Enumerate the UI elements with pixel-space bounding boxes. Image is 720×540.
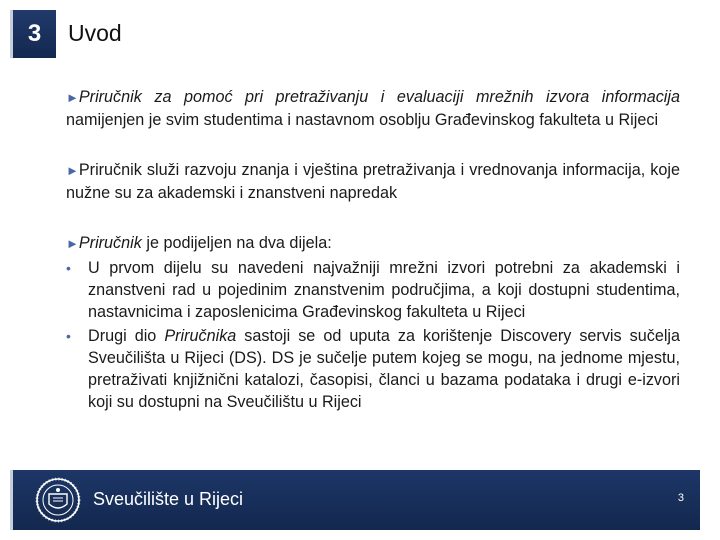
list-item-text-after: sastoji se od uputa za korištenje Discovery servis sučelja Sveučilišta u Rijeci (DS). DS je sučelje putem kojeg se mogu, na jednome mjestu, pretraživati knjižnični katalozi, časopisi, članci u bazama podataka i drugi e-izvori koji su dostupni na Sveučilištu u Rijeci <box>88 327 681 411</box>
intro-text: namijenjen je svim studentima i nastavnom osoblju Građevinskog fakulteta u Rijeci <box>66 111 659 129</box>
bullet-dot-icon: • <box>66 328 71 344</box>
list-item <box>66 325 680 413</box>
university-seal-icon <box>35 477 81 523</box>
university-name: Sveučilište u Rijeci <box>93 489 244 509</box>
list-item <box>66 257 680 323</box>
slide-number: 3 <box>27 20 42 47</box>
purpose-paragraph <box>66 159 680 204</box>
parts-list <box>66 257 680 413</box>
list-item-text: U prvom dijelu su navedeni najvažniji mrežni izvori potrebni za akademski i znanstveni rad u pojedinim znanstvenim područjima, a koji dostupni studentima, nastavnicima i zaposlenicima Građevinskog fakulteta u Rijeci <box>88 259 680 321</box>
list-item-text-before: Drugi dio <box>88 327 165 345</box>
arrow-bullet-icon: ► <box>66 163 79 178</box>
footer-bar <box>10 470 700 530</box>
structure-paragraph <box>66 232 680 255</box>
page-number: 3 <box>677 492 684 504</box>
bullet-dot-icon: • <box>66 260 71 276</box>
arrow-bullet-icon: ► <box>66 90 79 105</box>
structure-italic: Priručnik <box>78 234 142 252</box>
slide-content <box>66 86 680 413</box>
intro-paragraph <box>66 86 680 131</box>
arrow-bullet-icon: ► <box>66 236 79 251</box>
intro-italic: Priručnik za pomoć pri pretraživanju i evaluaciji mrežnih izvora informacija <box>78 88 680 106</box>
slide-number-badge <box>10 10 56 58</box>
structure-text: je podijeljen na dva dijela: <box>141 234 332 252</box>
list-item-italic: Priručnika <box>164 327 237 345</box>
slide-title: Uvod <box>68 20 122 46</box>
purpose-text: Priručnik služi razvoju znanja i vještina pretraživanja i vrednovanja informacija, koje nužne su za akademski i znanstveni napredak <box>66 161 680 202</box>
